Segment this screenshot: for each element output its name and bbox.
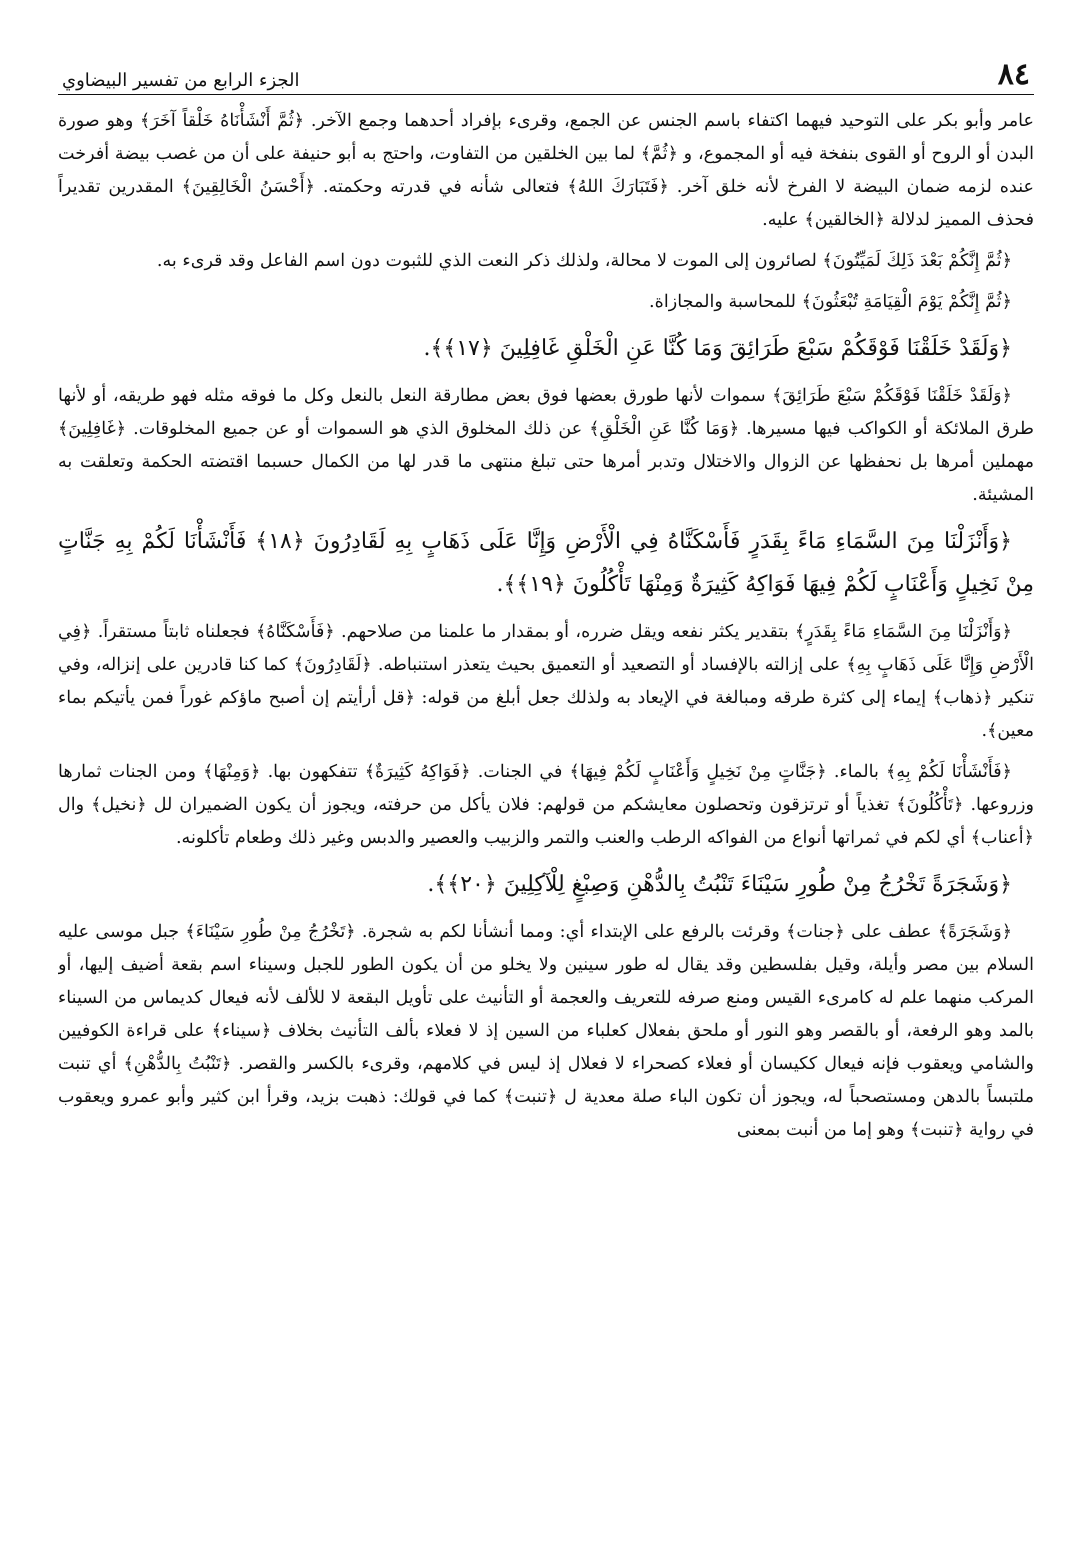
commentary-paragraph: ﴿وَلَقَدْ خَلَقْنَا فَوْقَكُمْ سَبْعَ طَرَائِقَ﴾ سموات لأنها طورق بعضها فوق بعض مطارقة النعل بالنعل وكل ما فوقه مثله فهو طريقه، أو لأنها طرق الملائكة أو الكواكب فيها مسيرها. ﴿وَمَا كُنَّا عَنِ الْخَلْقِ﴾ عن ذلك المخلوق الذي هو السموات أو عن جميع المخلوقات. ﴿غَافِلِينَ﴾ مهملين أمرها بل نحفظها عن الزوال والاختلال وتدبر أمرها حتى تبلغ منتهى ما قدر لها من الكمال حسبما اقتضته الحكمة وتعلقت به المشيئة. [58, 386, 1034, 505]
commentary-paragraph: ﴿وَأَنْزَلْنَا مِنَ السَّمَاءِ مَاءً بِقَدَرٍ﴾ بتقدير يكثر نفعه ويقل ضرره، أو بمقدار ما علمنا من صلاحهم. ﴿فَأَسْكَنَّاهُ﴾ فجعلناه ثابتاً مستقراً. ﴿فِي الْأَرْضِ وَإِنَّا عَلَى ذَهَابٍ بِهِ﴾ على إزالته بالإفساد أو التصعيد أو التعميق بحيث يتعذر استنباطه. ﴿لَقَادِرُونَ﴾ كما كنا قادرين على إنزاله، وفي تنكير ﴿ذهاب﴾ إيماء إلى كثرة طرقه ومبالغة في الإيعاد به ولذلك جعل أبلغ من قوله: ﴿قل أرأيتم إن أصبح ماؤكم غوراً فمن يأتيكم بماء معين﴾. [58, 622, 1034, 741]
page-header [58, 48, 1034, 95]
page-number: ٨٤ [997, 57, 1030, 92]
commentary-paragraph: ﴿وَشَجَرَةً﴾ عطف على ﴿جنات﴾ وقرئت بالرفع على الإبتداء أي: ومما أنشأنا لكم به شجرة. ﴿تَخْرُجُ مِنْ طُورِ سَيْنَاءَ﴾ جبل موسى عليه السلام بين مصر وأيلة، وقيل بفلسطين وقد يقال له طور سينين ولا يخلو من أن يكون الطور للجبل وسيناء اسم بقعة أضيف إليها، أو المركب منهما علم له كامرىء القيس ومنع صرفه للتعريف والعجمة أو التأنيث على تأويل البقعة لا للألف لأنه فيعال كديماس من السيناء بالمد وهو الرفعة، أو بالقصر وهو النور أو ملحق بفعلال كعلباء من السين إذ لا فعلاء بألف التأنيث بخلاف ﴿سيناء﴾ على قراءة الكوفيين والشامي ويعقوب فإنه فيعال ككيسان أو فعلاء كصحراء لا فعلال إذ ليس في كلامهم، وقرىء بالكسر والقصر. ﴿تَنْبُتُ بِالدُّهْنِ﴾ أي تنبت ملتبساً بالدهن ومستصحباً له، ويجوز أن تكون الباء صلة معدية ل ﴿تنبت﴾ كما في قولك: ذهبت بزيد، وقرأ ابن كثير وأبو عمرو ويعقوب في رواية ﴿تنبت﴾ وهو إما من أنبت بمعنى [58, 922, 1034, 1140]
commentary-paragraph: ﴿ثُمَّ إِنَّكُمْ بَعْدَ ذَلِكَ لَمَيِّتُونَ﴾ لصائرون إلى الموت لا محالة، ولذلك ذكر النعت الذي للثبوت دون اسم الفاعل وقد قرىء به. [156, 251, 1012, 271]
commentary-paragraph: ﴿ثُمَّ إِنَّكُمْ يَوْمَ الْقِيَامَةِ تُبْعَثُونَ﴾ للمحاسبة والمجازاة. [649, 292, 1012, 312]
body-text [58, 105, 1034, 1147]
running-title: الجزء الرابع من تفسير البيضاوي [62, 70, 300, 91]
quran-verse: ﴿وَأَنْزَلْنَا مِنَ السَّمَاءِ مَاءً بِقَدَرٍ فَأَسْكَنَّاهُ فِي الْأَرْضِ وَإِنَّا عَلَى ذَهَابٍ بِهِ لَقَادِرُونَ ﴿١٨﴾ فَأَنْشَأْنَا لَكُمْ بِهِ جَنَّاتٍ مِنْ نَخِيلٍ وَأَعْنَابٍ لَكُمْ فِيهَا فَوَاكِهُ كَثِيرَةٌ وَمِنْهَا تَأْكُلُونَ ﴿١٩﴾﴾. [58, 529, 1034, 597]
book-page [58, 48, 1034, 1538]
commentary-paragraph: ﴿فَأَنْشَأْنَا لَكُمْ بِهِ﴾ بالماء. ﴿جَنَّاتٍ مِنْ نَخِيلٍ وَأَعْنَابٍ لَكُمْ فِيهَا﴾ في الجنات. ﴿فَوَاكِهُ كَثِيرَةٌ﴾ تتفكهون بها. ﴿وَمِنْهَا﴾ ومن الجنات ثمارها وزروعها. ﴿تَأْكُلُونَ﴾ تغذياً أو ترتزقون وتحصلون معايشكم من قولهم: فلان يأكل من حرفته، ويجوز أن يكون الضميران لل ﴿نخيل﴾ وال ﴿أعناب﴾ أي لكم في ثمراتها أنواع من الفواكه الرطب والعنب والتمر والزبيب والعصير والدبس وغير ذلك وطعام تأكلونه. [58, 762, 1034, 848]
quran-verse: ﴿وَلَقَدْ خَلَقْنَا فَوْقَكُمْ سَبْعَ طَرَائِقَ وَمَا كُنَّا عَنِ الْخَلْقِ غَافِلِينَ ﴿١٧﴾﴾. [423, 336, 1012, 361]
quran-verse: ﴿وَشَجَرَةً تَخْرُجُ مِنْ طُورِ سَيْنَاءَ تَنْبُتُ بِالدُّهْنِ وَصِبْغٍ لِلْآكِلِينَ ﴿٢٠﴾﴾. [427, 872, 1012, 897]
commentary-paragraph: عامر وأبو بكر على التوحيد فيهما اكتفاء باسم الجنس عن الجمع، وقرىء بإفراد أحدهما وجمع الآخر. ﴿ثُمَّ أَنْشَأْنَاهُ خَلْقاً آخَرَ﴾ وهو صورة البدن أو الروح أو القوى بنفخة فيه أو المجموع، و ﴿ثُمَّ﴾ لما بين الخلقين من التفاوت، واحتج به أبو حنيفة على أن من غصب بيضة أفرخت عنده لزمه ضمان البيضة لا الفرخ لأنه خلق آخر. ﴿فَتَبَارَكَ اللهُ﴾ فتعالى شأنه في قدرته وحكمته. ﴿أَحْسَنُ الْخَالِقِينَ﴾ المقدرين تقديراً فحذف المميز لدلالة ﴿الخالقين﴾ عليه. [58, 111, 1034, 230]
